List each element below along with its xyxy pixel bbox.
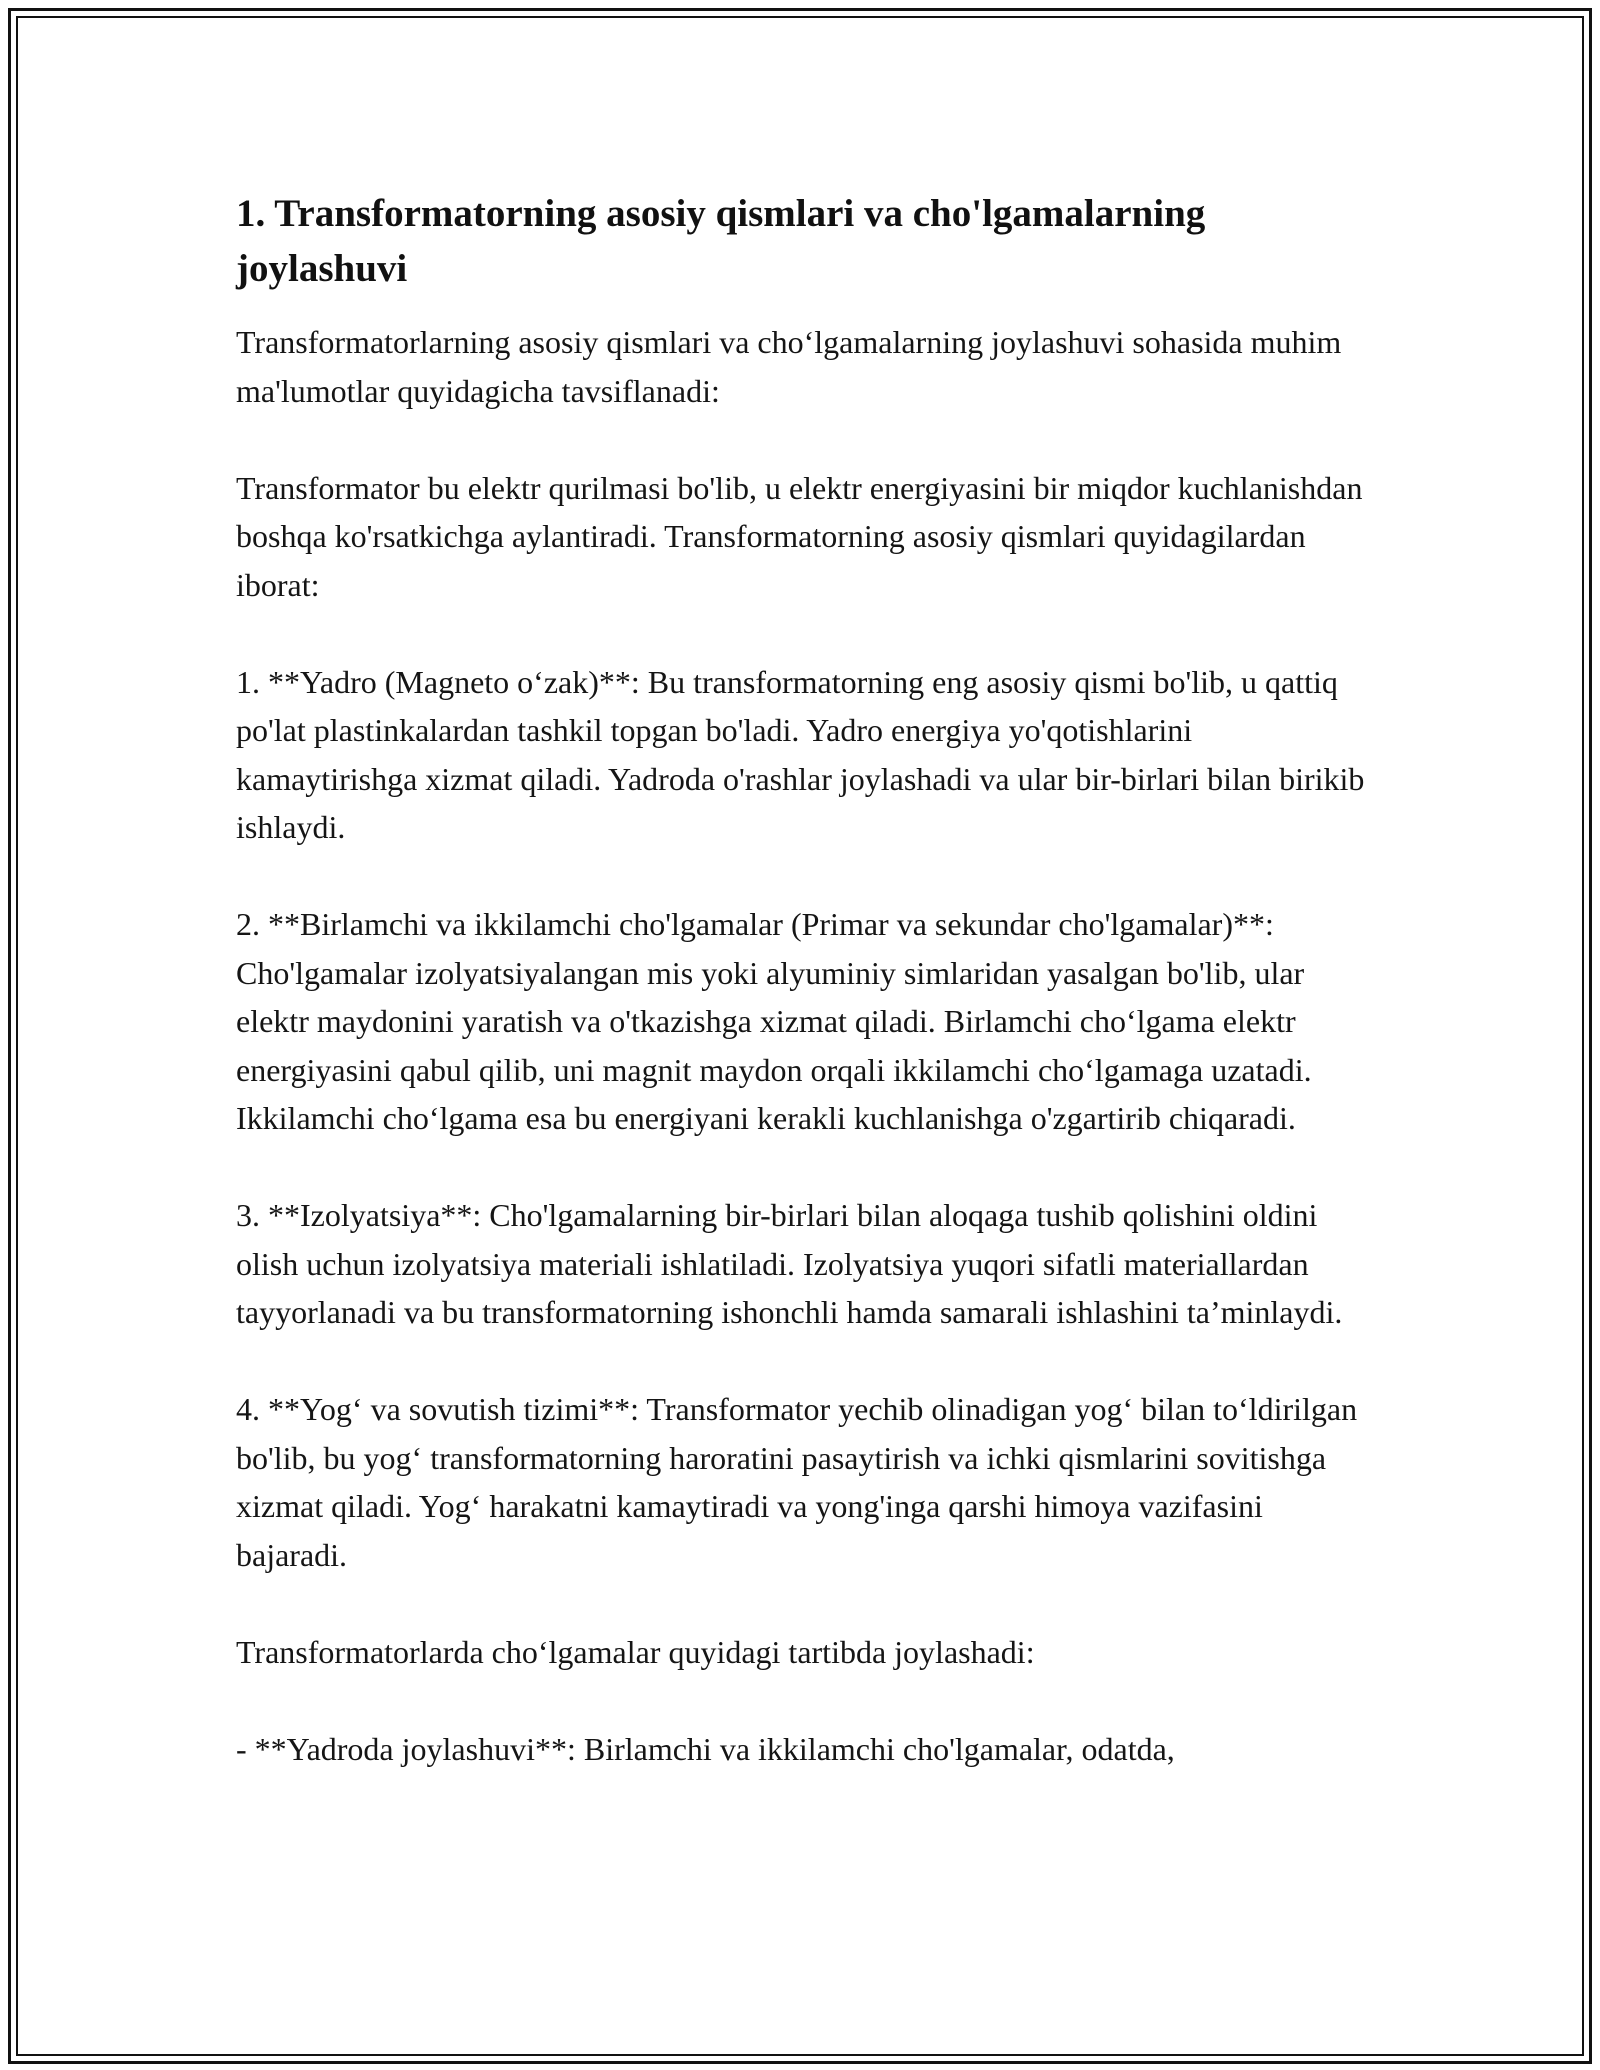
windings-arrangement-paragraph: Transformatorlarda cho‘lgamalar quyidagi tartibda joylashadi: xyxy=(236,1633,1035,1670)
list-item-insulation: 3. **Izolyatsiya**: Cho'lgamalarning bir-birlari bilan aloqaga tushib qolishini oldini olish uchun izolyatsiya materiali ishlatiladi. Izolyatsiya yuqori sifatli materiallardan tayyorlanadi va bu transformatorning ishonchli hamda samarali ishlashini ta’minlaydi. xyxy=(236,1197,1343,1330)
transformer-definition-paragraph: Transformator bu elektr qurilmasi bo'lib, u elektr energiyasini bir miqdor kuchlanishdan boshqa ko'rsatkichga aylantiradi. Transformatorning asosiy qismlari quyidagilardan iborat: xyxy=(236,469,1363,603)
bullet-core-placement: - **Yadroda joylashuvi**: Birlamchi va ikkilamchi cho'lgamalar, odatda, xyxy=(236,1730,1175,1767)
section-heading: 1. Transformatorning asosiy qismlari va cho'lgamalarning joylashuvi xyxy=(236,192,1206,290)
intro-paragraph: Transformatorlarning asosiy qismlari va cho‘lgamalarning joylashuvi sohasida muhim ma'lumotlar quyidagicha tavsiflanadi: xyxy=(236,324,1342,409)
list-item-windings: 2. **Birlamchi va ikkilamchi cho'lgamalar (Primar va sekundar cho'lgamalar)**: Cho'lgamalar izolyatsiyalangan mis yoki alyuminiy simlaridan yasalgan bo'lib, ular elektr maydonini yaratish va o'tkazishga xizmat qiladi. Birlamchi cho‘lgama elektr energiyasini qabul qilib, uni magnit maydon orqali ikkilamchi cho‘lgamaga uzatadi. Ikkilamchi cho‘lgama esa bu energiyani kerakli kuchlanishga o'zgartirib chiqaradi. xyxy=(236,906,1312,1136)
document-body xyxy=(236,186,1366,1822)
list-item-oil-cooling: 4. **Yog‘ va sovutish tizimi**: Transformator yechib olinadigan yog‘ bilan to‘ldirilgan bo'lib, bu yog‘ transformatorning haroratini pasaytirish va ichki qismlarini sovitishga xizmat qiladi. Yog‘ harakatni kamaytiradi va yong'inga qarshi himoya vazifasini bajaradi. xyxy=(236,1391,1358,1573)
list-item-core: 1. **Yadro (Magneto o‘zak)**: Bu transformatorning eng asosiy qismi bo'lib, u qattiq po'lat plastinkalardan tashkil topgan bo'ladi. Yadro energiya yo'qotishlarini kamaytirishga xizmat qiladi. Yadroda o'rashlar joylashadi va ular bir-birlari bilan birikib ishlaydi. xyxy=(236,663,1365,845)
